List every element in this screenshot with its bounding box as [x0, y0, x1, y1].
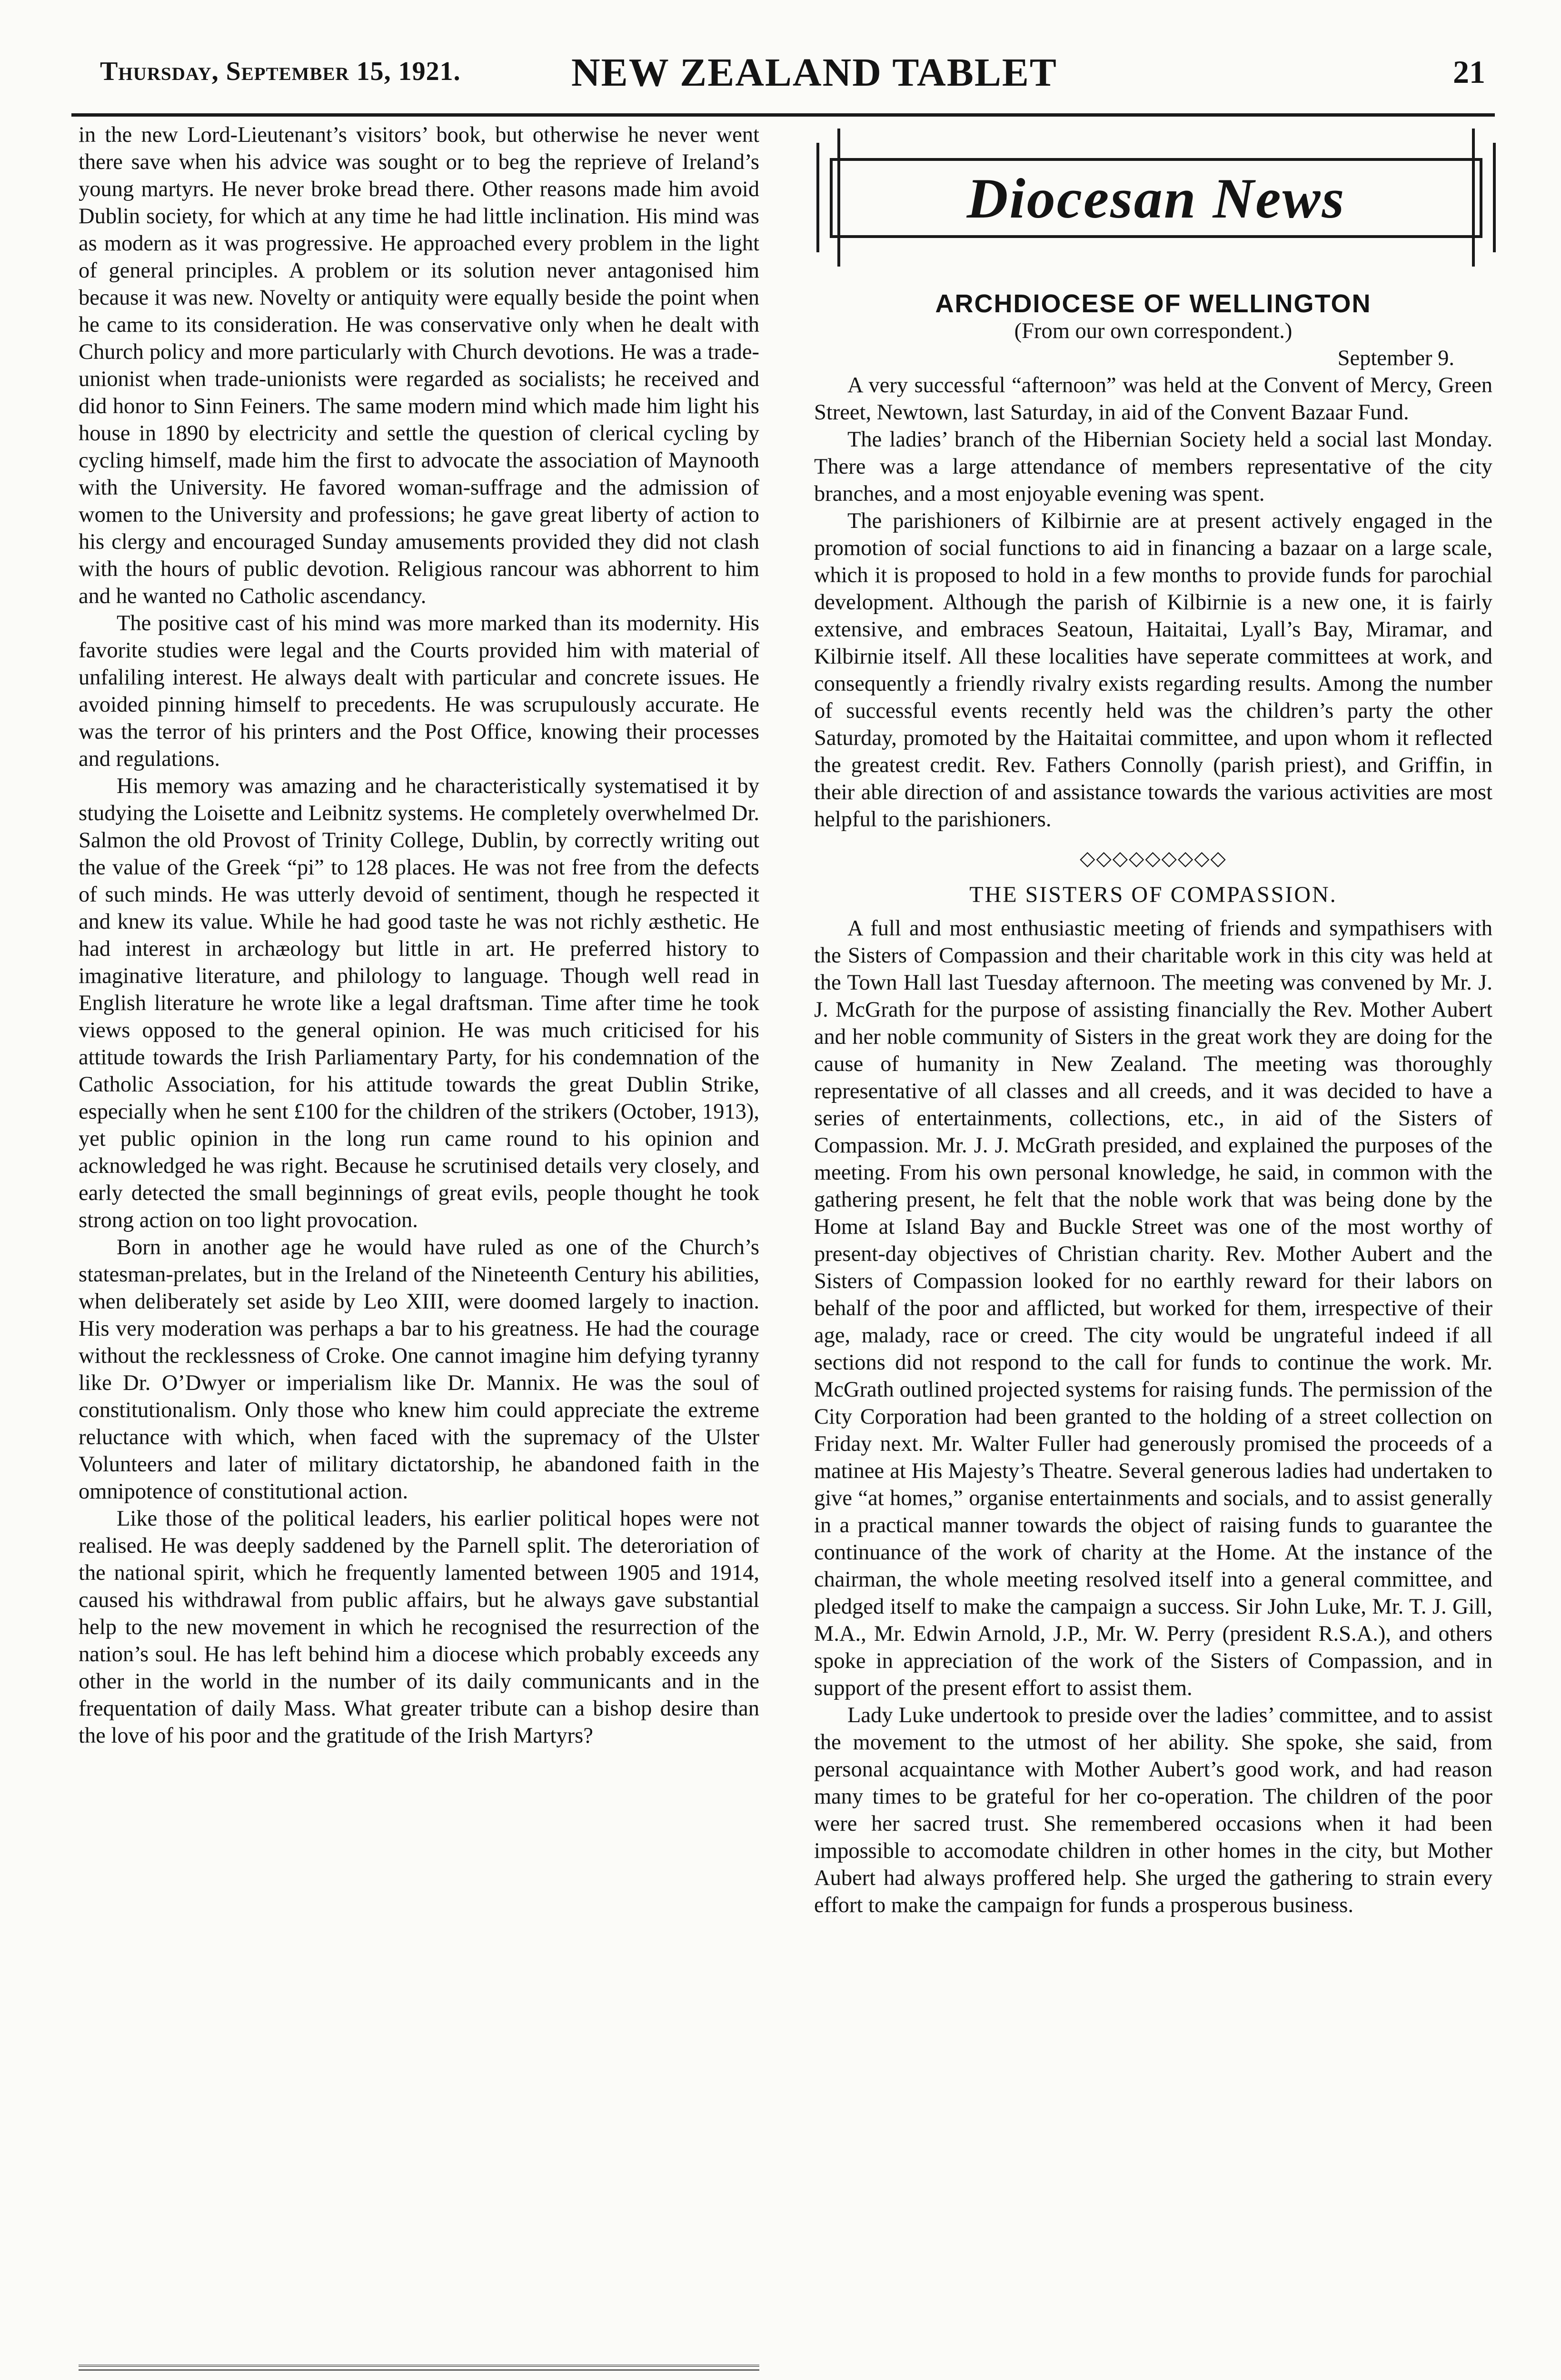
sisters-of-compassion-heading: THE SISTERS OF COMPASSION.	[969, 882, 1337, 907]
heading-frame	[830, 158, 1482, 238]
article-paragraph: His memory was amazing and he characteristically systematised it by studying the Loisette and Leibnitz systems. He completely overwhelmed Dr. Salmon the old Provost of Trinity College, Dublin, by correctly writing out the value of the Greek “pi” to 128 places. He was not free from the defects of such minds. He was utterly devoid of sentiment, though he respected it and knew its value. While he had good taste he was not richly æsthetic. He had interest in archæology but little in art. He preferred history to imaginative literature, and philology to language. Though well read in English literature he wrote like a legal draftsman. Time after time he took views opposed to the general opinion. He was much criticised for his attitude towards the Irish Parliamentary Party, for his condemnation of the Catholic Association, for his attitude towards the great Dublin Strike, especially when he sent £100 for the children of the strikers (October, 1913), yet public opinion in the long run came round to his opinion and acknowledged he was right. Because he scrutinised details very closely, and early detected the small beginnings of great evils, people thought he took strong action on too light provocation.	[79, 774, 759, 1232]
article-paragraph: The positive cast of his mind was more marked than its modernity. His favorite studies were legal and the Courts provided him with material of unfaliling interest. He always dealt with particular and concrete issues. He avoided pinning himself to precedents. He was scrupulously accurate. He was the terror of his printers and the Post Office, knowing their processes and regulations.	[79, 611, 759, 771]
correspondent-line: (From our own correspondent.)	[1014, 319, 1293, 343]
article-paragraph: Like those of the political leaders, his earlier political hopes were not realised. He was deeply saddened by the Parnell split. The deteroriation of the national spirit, which he frequently lamented between 1905 and 1914, caused his withdrawal from public affairs, but he always gave substantial help to the new movement in which he recognised the resurrection of the nation’s soul. He has left behind him a diocese which probably exceeds any other in the world in the number of its daily communicants and in the frequentation of daily Mass. What greater tribute can a bishop desire than the love of his poor and the gratitude of the Irish Martyrs?	[79, 1507, 759, 1748]
right-column-article	[814, 286, 1492, 1919]
section-ornament: ◇◇◇◇◇◇◇◇◇	[1080, 848, 1227, 870]
occasional-verses-ad	[79, 2365, 759, 2380]
news-paragraph: A full and most enthusiastic meeting of friends and sympathisers with the Sisters of Compassion and their charitable work in this city was held at the Town Hall last Tuesday afternoon. The meeting was convened by Mr. J. J. McGrath for the purpose of assisting financially the Rev. Mother Aubert and her noble community of Sisters in the great work they are doing for the cause of humanity in New Zealand. The meeting was thoroughly representative of all classes and all creeds, and it was decided to have a series of entertainments, collections, etc., in aid of the Sisters of Compassion. Mr. J. J. McGrath presided, and explained the purposes of the meeting. From his own personal knowledge, he said, in common with the gathering present, he felt that the noble work that was being done by the Home at Island Bay and Buckle Street was one of the most worthy of present-day objectives of Christian charity. Rev. Mother Aubert and the Sisters of Compassion looked for no earthly reward for their labors on behalf of the poor and afflicted, but worked for them, irrespective of their age, malady, race or creed. The city would be ungrateful indeed if all sections did not respond to the call for funds to continue the work. Mr. McGrath outlined projected systems for raising funds. The permission of the City Corporation had been granted to the holding of a street collection on Friday next. Mr. Walter Fuller had generously promised the proceeds of a matinee at His Majesty’s Theatre. Several generous ladies had undertaken to give “at homes,” organise entertainments and socials, and to assist generally in a practical manner towards the object of raising funds to guarantee the continuance of the work of charity at the Home. At the instance of the chairman, the whole meeting resolved itself into a general committee, and pledged itself to make the campaign a success. Sir John Luke, Mr. T. J. Gill, M.A., Mr. Edwin Arnold, J.P., Mr. W. Perry (president R.S.A.), and others spoke in appreciation of the work of the Sisters of Compassion, and in support of the present effort to assist them.	[814, 916, 1492, 1700]
news-paragraph: The parishioners of Kilbirnie are at present actively engaged in the promotion of social functions to aid in financing a bazaar on a large scale, which it is proposed to hold in a few months to provide funds for parochial development. Although the parish of Kilbirnie is a new one, it is fairly extensive, and embraces Seatoun, Haitaitai, Lyall’s Bay, Miramar, and Kilbirnie itself. All these localities have seperate committees at work, and consequently a friendly rivalry exists regarding results. Among the number of successful events recently held was the children’s party the other Saturday, promoted by the Haitaitai committee, and upon whom it reflected the greatest credit. Rev. Fathers Connolly (parish priest), and Griffin, in their able direction of and assistance towards the various activities are most helpful to the parishioners.	[814, 509, 1492, 832]
news-paragraph: A very successful “afternoon” was held at the Convent of Mercy, Green Street, Newtown, last Saturday, in aid of the Convent Bazaar Fund.	[814, 373, 1492, 425]
archdiocese-heading: ARCHDIOCESE OF WELLINGTON	[935, 289, 1372, 318]
masthead	[71, 42, 1495, 117]
page-number: 21	[1453, 54, 1485, 90]
news-paragraph: The ladies’ branch of the Hibernian Society held a social last Monday. There was a large attendance of members representative of the city branches, and a most enjoyable evening was spent.	[814, 427, 1492, 506]
article-paragraph: Born in another age he would have ruled as one of the Church’s statesman-prelates, but in the Ireland of the Nineteenth Century his abilities, when deliberately set aside by Leo XIII, were doomed largely to inaction. His very moderation was perhaps a bar to his greatness. He had the courage without the recklessness of Croke. One cannot imagine him defying tyranny like Dr. O’Dwyer or imperialism like Dr. Mannix. He was the soul of constitutionalism. Only those who knew him could appreciate the extreme reluctance with which, when faced with the supremacy of the Ulster Volunteers and later of military dictatorship, he abandoned faith in the omnipotence of constitutional action.	[79, 1235, 759, 1504]
diocesan-news-title: Diocesan News	[966, 167, 1346, 230]
news-paragraph: Lady Luke undertook to preside over the ladies’ committee, and to assist the movement to the utmost of her ability. She spoke, she said, from personal acquaintance with Mother Aubert’s good work, and had reason many times to be grateful for her co-operation. The children of the poor were her sacred trust. She remembered occasions when it had been impossible to accomodate children in other homes in the city, but Mother Aubert had always proffered help. She urged the gathering to strain every effort to make the campaign for funds a prosperous business.	[814, 1703, 1492, 1917]
publication-title: NEW ZEALAND TABLET	[571, 50, 1057, 95]
left-column-article	[79, 121, 759, 1749]
dateline: September 9.	[1337, 346, 1454, 370]
article-paragraph: in the new Lord-Lieutenant’s visitors’ book, but otherwise he never went there save when his advice was sought or to beg the reprieve of Ireland’s young martyrs. He never broke bread there. Other reasons made him avoid Dublin society, for which at any time he had little inclination. His mind was as modern as it was progressive. He approached every problem in the light of general principles. A problem or its solution never antagonised him because it was new. Novelty or antiquity were equally beside the point when he came to its consideration. He was conservative only when he dealt with Church policy and more particularly with Church devotions. He was a trade-unionist when trade-unionists were regarded as socialists; he received and did honor to Sinn Feiners. The same modern mind which made him light his house in 1890 by electricity and settle the question of clerical cycling by cycling himself, made him the first to advocate the association of Maynooth with the University. He favored woman-suffrage and the admission of women to the University and professions; he gave great liberty of action to his clergy and encouraged Sunday amusements provided they did not clash with the hours of public devotion. Religious rancour was abhorrent to him and he wanted no Catholic ascendancy.	[79, 123, 759, 608]
diocesan-news-heading-box	[816, 143, 1496, 252]
issue-date: Thursday, September 15, 1921.	[100, 57, 461, 86]
